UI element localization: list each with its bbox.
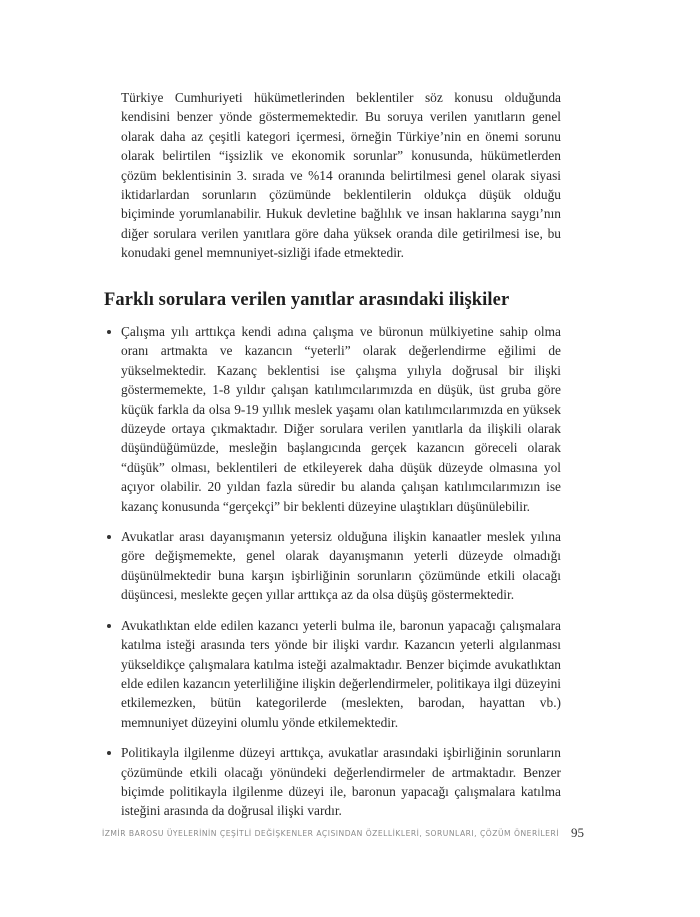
running-title: İZMİR BAROSU ÜYELERİNİN ÇEŞİTLİ DEĞİŞKENLER AÇISINDAN ÖZELLİKLERİ, SORUNLARI, ÇÖZÜM ÖNERİLERİ: [101, 828, 559, 838]
list-item-text: Avukatlıktan elde edilen kazancı yeterli bulma ile, baronun yapacağı çalışmalara katılma isteği arasında ters yönde bir ilişki vardır. Kazancın yeterli algılanması yükseldikçe çalışmalara katılma isteği azalmaktadır. Benzer biçimde avukatlıktan elde edilen kazancın yeterliliğine ilişkin değerlendirmeler, politikaya ilgi düzeyini etkilemezken, bütün kategorilerde (meslekten, barodan, hayattan vb.) memnuniyet düzeyini olumlu yönde etkilemektedir.: [121, 617, 561, 730]
section-heading: Farklı sorulara verilen yanıtlar arasındaki ilişkiler: [104, 290, 510, 310]
intro-paragraph: Türkiye Cumhuriyeti hükümetlerinden beklentiler söz konusu olduğunda kendisini benzer yönde göstermemektedir. Bu soruya verilen yanıtların genel olarak daha az çeşitli kategori içermesi, örneğin Türkiye’nin en önemi sorunu olarak belirtilen “işsizlik ve ekonomik sorunlar” konusunda, hükümetlerden çözüm beklentisinin 3. sırada ve %14 oranında belirtilmesi genel olarak siyasi iktidarlardan sorunların çözümünde beklentilerin oldukça düşük olduğu biçiminde yorumlanabilir. Hukuk devletine bağlılık ve insan haklarına saygı’nın diğer sorulara verilen yanıtlara göre daha yüksek oranda dile getirilmesi ise, bu konudaki genel memnuniyet-sizliği ifade etmektedir.: [121, 90, 561, 261]
bullet-icon: [107, 751, 111, 755]
page-number: 95: [571, 825, 584, 840]
bullet-icon: [107, 330, 111, 334]
list-item: [104, 527, 561, 605]
list-item-text: Politikayla ilgilenme düzeyi arttıkça, avukatlar arasındaki işbirliğinin sorunların çözümünde etkili olacağı yönündeki değerlendirmeler de artmaktadır. Benzer biçimde politikayla ilgilenme düzeyi ile, baronun yapacağı çalışmalara katılma isteğini arasında da doğrusal ilişki vardır.: [121, 745, 561, 819]
list-item: [104, 322, 561, 516]
bullet-icon: [107, 624, 111, 628]
list-item: [104, 743, 561, 821]
findings-list: [104, 322, 561, 832]
page-footer: [101, 824, 584, 842]
list-item: [104, 616, 561, 732]
list-item-text: Çalışma yılı arttıkça kendi adına çalışma ve büronun mülkiyetine sahip olma oranı artmakta ve kazancın “yeterli” olarak değerlendirme eğilimi de yükselmektedir. Kazanç beklentisi ise çalışma yılıyla doğrusal bir ilişki göstermemekte, 1-8 yıldır çalışan katılımcılarımızda en düşük, üst gruba göre küçük farkla da olsa 9-19 yıllık meslek yaşamı olan katılımcılarımızda en yüksek düzeyde ortaya çıkmaktadır. Diğer sorulara verilen yanıtlarla da ilişkili olarak düşündüğümüzde, mesleğin başlangıcında gerçek kazancın göreceli olarak “düşük” olması, beklentileri de etkileyerek daha düşük düzeyde olmasına yol açıyor olabilir. 20 yıldan fazla süredir bu alanda çalışan katılımcılarımızın ise kazanç konusunda “gerçekçi” bir beklenti düzeyine ulaştıkları düşünülebilir.: [121, 324, 561, 514]
list-item-text: Avukatlar arası dayanışmanın yetersiz olduğuna ilişkin kanaatler meslek yılına göre değişmemekte, genel olarak dayanışmanın yeterli düzeyde olmadığı düşünülmektedir buna karşın işbirliğinin sorunların çözümünde etkili olacağı düşüncesi, meslekte geçen yıllar arttıkça az da olsa düşüş göstermektedir.: [121, 529, 561, 603]
bullet-icon: [107, 535, 111, 539]
